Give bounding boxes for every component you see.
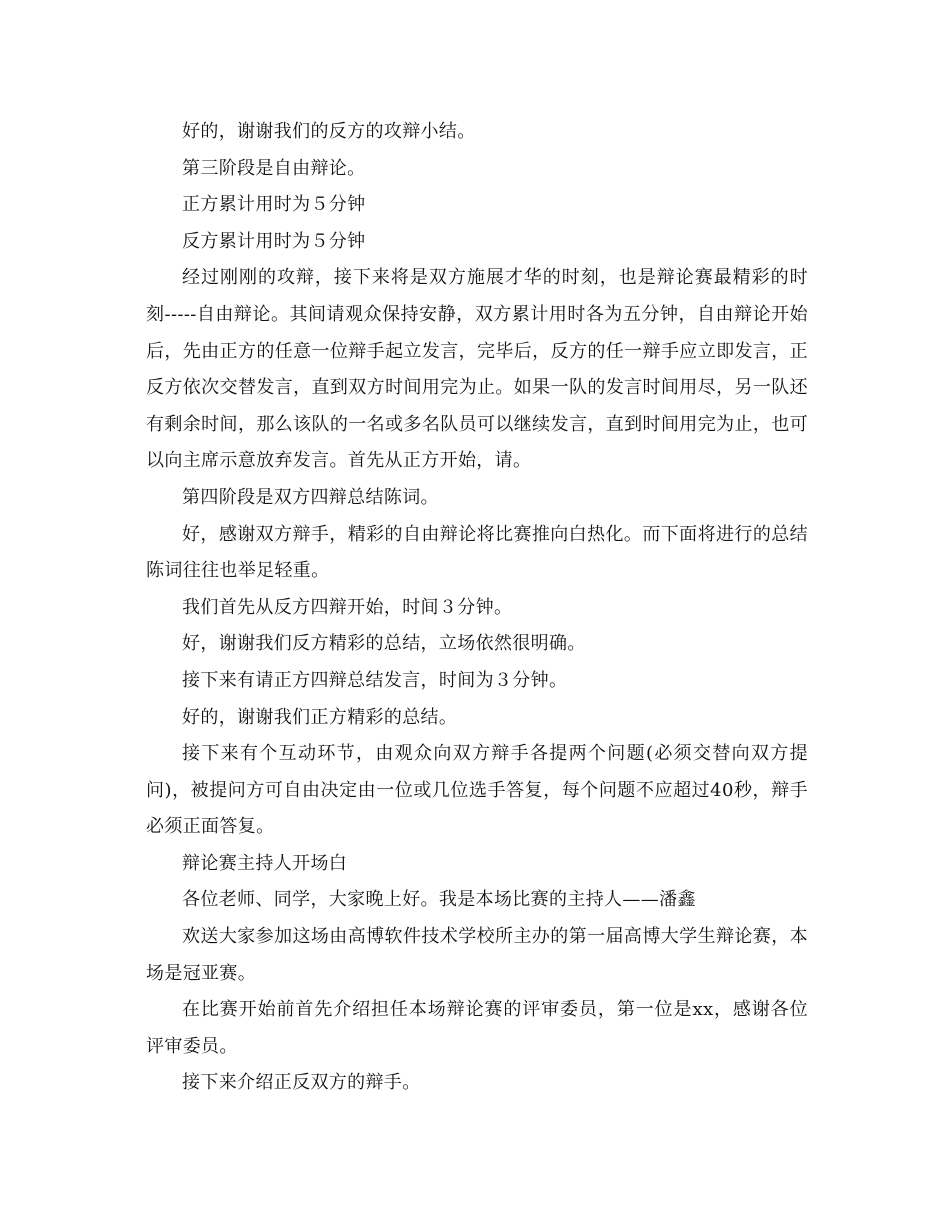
paragraph: 反方累计用时为５分钟	[182, 230, 366, 252]
paragraph: 好，感谢双方辩手，精彩的自由辩论将比赛推向白热化。而下面将进行的总结陈词往往也举足轻重。	[146, 523, 808, 582]
document-body	[146, 114, 808, 1102]
paragraph: 第四阶段是双方四辩总结陈词。	[182, 486, 439, 508]
paragraph: 好，谢谢我们反方精彩的总结，立场依然很明确。	[182, 633, 586, 655]
paragraph: 欢送大家参加这场由高博软件技术学校所主办的第一届高博大学生辩论赛，本场是冠亚赛。	[146, 926, 808, 984]
paragraph: 第三阶段是自由辩论。	[182, 157, 366, 179]
paragraph: 经过刚刚的攻辩，接下来将是双方施展才华的时刻，也是辩论赛最精彩的时刻-----自由辩论。其间请观众保持安静，双方累计用时各为五分钟，自由辩论开始后，先由正方的任意一位辩手起立发言，完毕后，反方的任一辩手应立即发言，正反方依次交替发言，直到双方时间用完为止。如果一队的发言时间用尽，另一队还有剩余时间，那么该队的一名或多名队员可以继续发言，直到时间用完为止，也可以向主席示意放弃发言。首先从正方开始，请。	[146, 267, 808, 472]
paragraph: 好的，谢谢我们的反方的攻辩小结。	[182, 121, 476, 142]
paragraph: 接下来介绍正反双方的辩手。	[182, 1072, 421, 1094]
paragraph: 接下来有请正方四辩总结发言，时间为３分钟。	[182, 669, 568, 691]
paragraph: 辩论赛主持人开场白	[182, 852, 348, 874]
paragraph: 正方累计用时为５分钟	[182, 194, 366, 216]
paragraph: 在比赛开始前首先介绍担任本场辩论赛的评审委员，第一位是xx，感谢各位评审委员。	[146, 999, 808, 1057]
paragraph: 接下来有个互动环节，由观众向双方辩手各提两个问题(必须交替向双方提问)，被提问方可自由决定由一位或几位选手答复，每个问题不应超过40秒，辩手必须正面答复。	[146, 743, 808, 838]
paragraph: 我们首先从反方四辩开始，时间３分钟。	[182, 596, 513, 618]
paragraph: 各位老师、同学，大家晚上好。我是本场比赛的主持人——潘鑫	[182, 889, 696, 911]
paragraph: 好的，谢谢我们正方精彩的总结。	[182, 706, 458, 728]
